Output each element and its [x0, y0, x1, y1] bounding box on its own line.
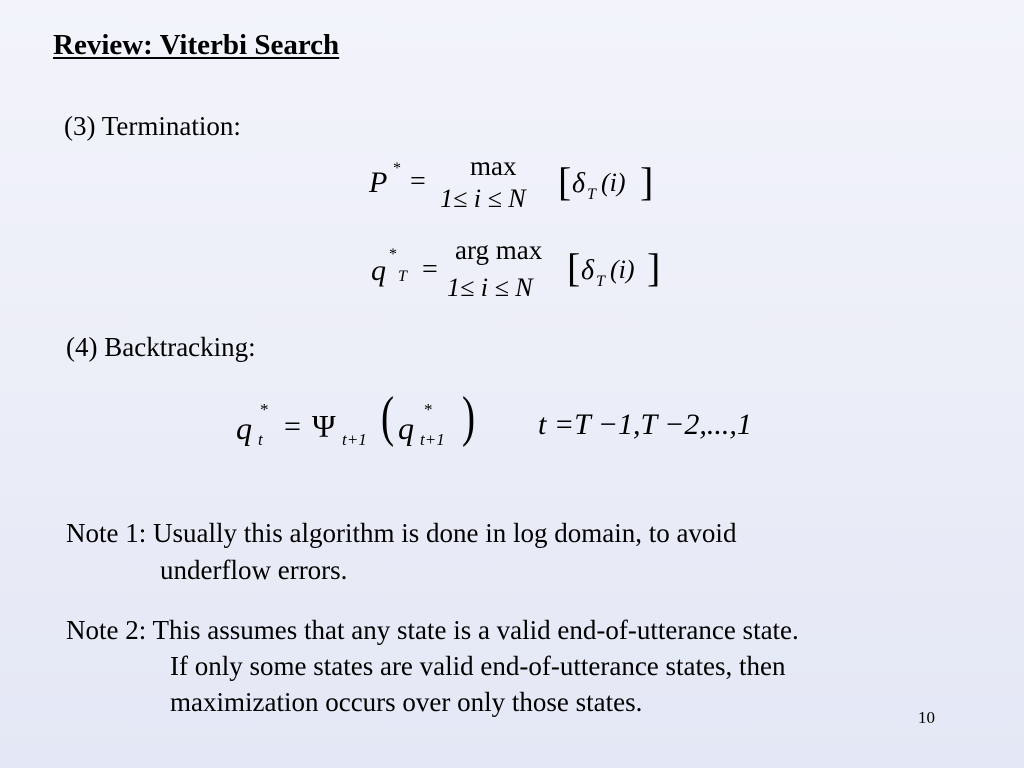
bt-right-paren: ): [462, 386, 476, 448]
qT-argument: (i): [610, 255, 635, 284]
bt-condition: t =T −1,T −2,...,1: [538, 408, 752, 441]
bt-inner-superscript: *: [424, 400, 433, 419]
qT-delta: δ: [581, 255, 595, 286]
section-backtracking: (4) Backtracking:: [66, 332, 256, 362]
p-star-equals: =: [410, 166, 426, 197]
p-star-range: 1≤ i ≤ N: [440, 184, 526, 213]
qT-left-bracket: [: [567, 245, 581, 290]
p-star-left-bracket: [: [558, 159, 572, 204]
note-2-line-2: If only some states are valid end-of-utterance states, then: [170, 651, 786, 681]
note-1-line-2: underflow errors.: [160, 555, 348, 585]
p-star-superscript: *: [393, 160, 401, 177]
qT-superscript: *: [389, 246, 397, 263]
qT-equals: =: [422, 254, 438, 285]
bt-psi: Ψ: [312, 408, 336, 444]
p-star-delta: δ: [572, 168, 586, 199]
qT-range: 1≤ i ≤ N: [447, 273, 533, 302]
page-number: 10: [918, 708, 935, 727]
p-star-max-operator: max: [470, 151, 517, 181]
note-2-line-3: maximization occurs over only those states.: [170, 687, 643, 717]
p-star-delta-subscript: T: [587, 186, 596, 203]
qT-argmax-operator: arg max: [455, 235, 543, 265]
p-star-argument: (i): [601, 168, 626, 197]
p-star-right-bracket: ]: [640, 159, 654, 204]
bt-inner-subscript: t+1: [420, 430, 445, 449]
note-2-line-1: Note 2: This assumes that any state is a valid end-of-utterance state.: [66, 615, 799, 645]
bt-subscript: t: [258, 430, 263, 449]
qT-right-bracket: ]: [647, 245, 661, 290]
slide-title: Review: Viterbi Search: [53, 29, 340, 61]
bt-lhs: q: [236, 410, 252, 446]
note-1-line-1: Note 1: Usually this algorithm is done in log domain, to avoid: [66, 518, 737, 548]
qT-lhs: q: [371, 254, 386, 287]
bt-inner-q: q: [398, 410, 414, 446]
bt-left-paren: (: [381, 386, 395, 448]
qT-subscript: T: [398, 268, 407, 285]
section-termination: (3) Termination:: [64, 111, 241, 141]
bt-superscript: *: [260, 400, 269, 419]
qT-delta-subscript: T: [596, 273, 605, 290]
bt-equals: =: [284, 410, 301, 443]
p-star-lhs: P: [369, 166, 388, 199]
bt-psi-subscript: t+1: [342, 430, 367, 449]
